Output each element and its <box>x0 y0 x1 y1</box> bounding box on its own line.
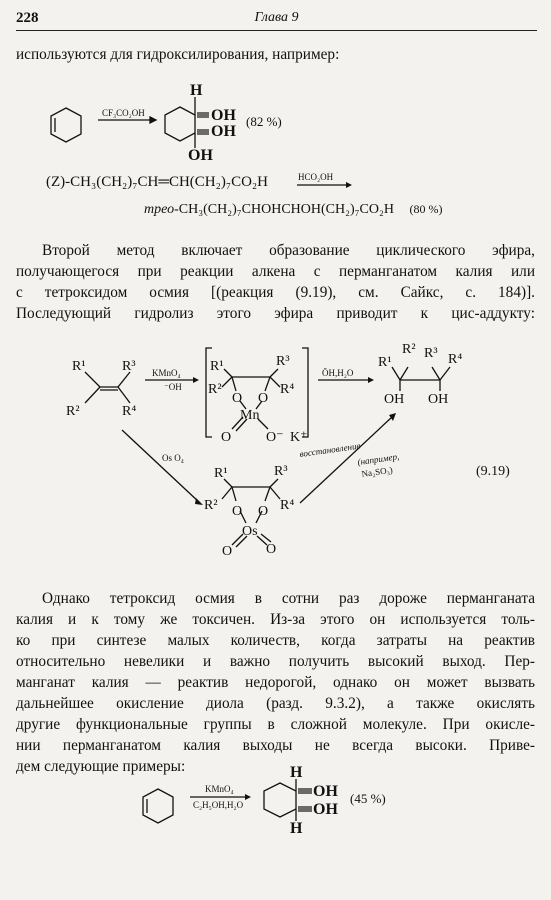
paragraph-2-line: манганат калия — реактив недорогой, однако он может вызвать <box>16 674 535 691</box>
oh-label: OH <box>211 107 236 124</box>
reaction-3-reagent-top: KMnO₄ <box>205 784 234 794</box>
paragraph-2-line: дем следующие примеры: <box>16 758 186 775</box>
paragraph-2-line: ко при синтезе малых количеств, когда затраты на реактив <box>16 632 535 649</box>
r3-label: R³ <box>424 346 438 361</box>
paragraph-1-line: Второй метод включает образование циклического эфира, <box>42 242 535 259</box>
diol-ring <box>165 107 195 141</box>
r1-label: R¹ <box>210 359 224 374</box>
reagent-oh: ⁻OH <box>164 382 182 392</box>
reduction-label: восстановление <box>298 440 362 459</box>
oxygen-label: O <box>221 430 232 445</box>
r4-label: R⁴ <box>280 382 295 397</box>
r2-label: R² <box>208 382 222 397</box>
paragraph-2-line: нии перманганатом калия выходы не всегда высоки. Приве- <box>16 737 535 754</box>
os-label: Os <box>242 524 258 539</box>
page-header <box>16 10 537 31</box>
r4-label: R⁴ <box>280 498 295 513</box>
reagent-oso4: Os O₄ <box>162 453 184 463</box>
r1-label: R¹ <box>378 355 392 370</box>
oxygen-label: O <box>258 504 269 519</box>
oxygen-label: O <box>266 542 277 557</box>
reaction-2-yield: (80 %) <box>409 202 443 216</box>
reaction-3-yield: (45 %) <box>350 791 386 806</box>
paragraph-2-line: калия и к тому же токсичен. Из-за этого он используется толь- <box>16 611 535 628</box>
oso4-arrow <box>122 430 200 503</box>
oxygen-label: O <box>232 504 243 519</box>
reaction-1-reagent: CF₃CO₂OH <box>102 108 145 118</box>
equation-number: (9.19) <box>476 464 510 479</box>
r1-label: R¹ <box>214 466 228 481</box>
oh-label: OH <box>211 123 236 140</box>
oxygen-label: O <box>222 544 233 559</box>
reaction-2-reactant: (Z)-CH₃(CH₂)₇CH═CH(CH₂)₇CO₂H <box>46 174 268 190</box>
paragraph-1-line: Последующий гидролиз этого эфира приводит к цис-аддукту: <box>16 305 535 322</box>
oxide-label: O⁻ <box>266 430 284 445</box>
reaction-2-arrow <box>0 180 551 190</box>
paragraph-1-line: с тетроксидом осмия [(реакция (9.19), см. Сайкс, с. 184)]. <box>16 284 535 301</box>
page-number: 228 <box>16 10 39 26</box>
oh-label: OH <box>384 392 405 407</box>
reaction-1-scheme <box>0 80 551 170</box>
r3-label: R³ <box>276 354 290 369</box>
reduction-label: Na₂SO₃) <box>360 464 394 479</box>
oh-label: OH <box>188 147 213 164</box>
chapter-title: Глава 9 <box>254 10 299 25</box>
potassium-label: K⁺ <box>290 430 308 445</box>
scheme-9-19 <box>0 335 551 575</box>
paragraph-2-line: дальнейшее окисление диола (разд. 9.3.2), а также окислять <box>16 695 535 712</box>
r4-label: R⁴ <box>122 404 137 419</box>
h-label: H <box>190 82 203 99</box>
oh-label: OH <box>428 392 449 407</box>
reduction-label: (например, <box>356 451 400 467</box>
r3-label: R³ <box>122 359 136 374</box>
reaction-2-product: -CH₃(CH₂)₇CHOHCHOH(CH₂)₇CO₂H <box>174 202 394 217</box>
r2-label: R² <box>402 342 416 357</box>
bracket-right <box>302 348 308 437</box>
r2-label: R² <box>204 498 218 513</box>
reaction-3-reagent-bottom: C₂H₅OH,H₂O <box>193 800 244 810</box>
mn-label: Mn <box>240 408 260 423</box>
r4-label: R⁴ <box>448 352 463 367</box>
reaction-2-product-line <box>144 202 442 218</box>
h-label: H <box>290 820 303 837</box>
paragraph-2-line: относительно невелики и важно получить высокий выход. Пер- <box>16 653 535 670</box>
reaction-1-yield: (82 %) <box>246 114 282 129</box>
r1-label: R¹ <box>72 359 86 374</box>
reagent-kmno4: KMnO₄ <box>152 368 181 378</box>
r2-label: R² <box>66 404 80 419</box>
paragraph-2-line: другие функциональные группы в сложной молекуле. При окисле- <box>16 716 535 733</box>
oxygen-label: O <box>258 391 269 406</box>
r3-label: R³ <box>274 464 288 479</box>
reagent-hydrolysis: ŌH,H₂O <box>322 368 354 378</box>
paragraph-2-line: Однако тетроксид осмия в сотни раз дороже перманганата <box>42 590 535 607</box>
reaction-2-reagent: HCO₂OH <box>298 172 334 182</box>
oh-label: OH <box>313 801 338 818</box>
diol-ring <box>264 783 296 817</box>
threo-prefix: трео <box>144 202 175 217</box>
oxygen-label: O <box>232 391 243 406</box>
paragraph-1-line: получающегося при реакции алкена с перманганатом калия или <box>16 263 535 280</box>
h-label: H <box>290 764 303 781</box>
intro-text: используются для гидроксилирования, например: <box>16 46 340 63</box>
oh-label: OH <box>313 783 338 800</box>
